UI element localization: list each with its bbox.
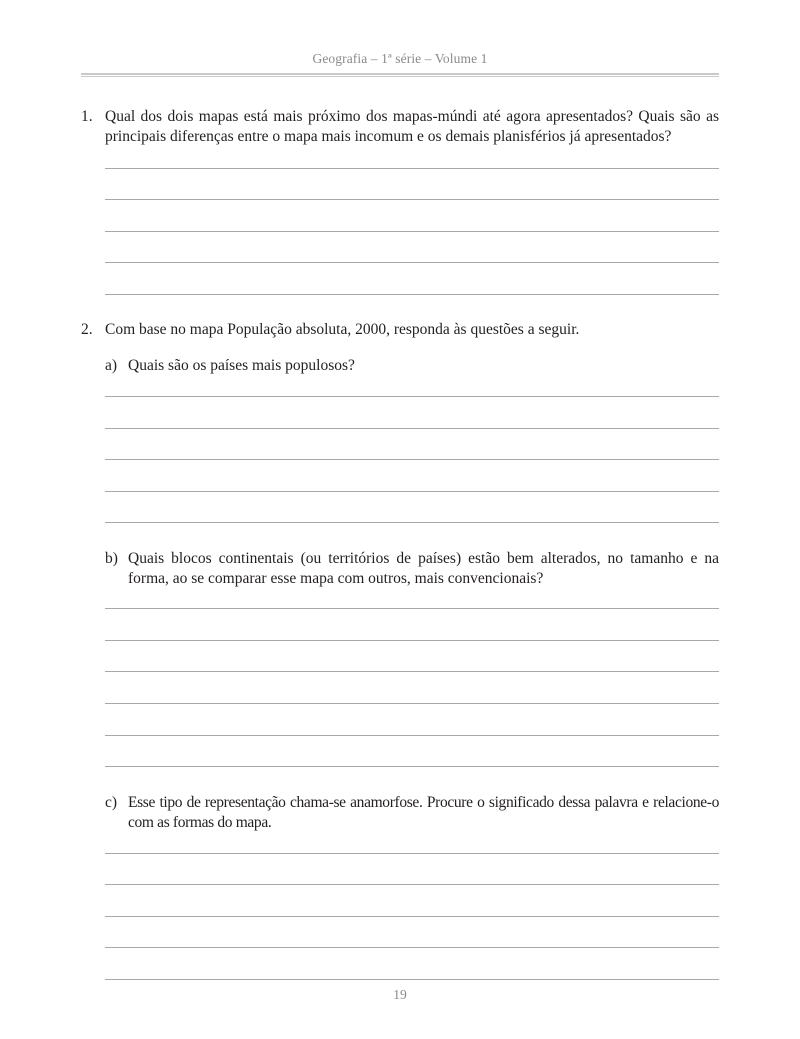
answer-line-2b-4[interactable]	[105, 703, 719, 704]
subquestion-b-label: b)	[105, 550, 118, 567]
subquestion-a-label: a)	[105, 357, 118, 374]
answer-line-2b-6[interactable]	[105, 766, 719, 767]
answer-line-2c-2[interactable]	[105, 884, 719, 885]
running-header: Geografia – 1ª série – Volume 1	[312, 51, 488, 66]
answer-line-2c-3[interactable]	[105, 916, 719, 917]
answer-line-2c-1[interactable]	[105, 853, 719, 854]
answer-line-2a-3[interactable]	[105, 459, 719, 460]
question-2-text: Com base no mapa População absoluta, 2000, responda às questões a seguir.	[105, 321, 580, 338]
answer-line-q1-3[interactable]	[105, 231, 719, 232]
answer-line-2c-5[interactable]	[105, 979, 719, 980]
answer-line-2b-2[interactable]	[105, 640, 719, 641]
answer-line-2b-3[interactable]	[105, 671, 719, 672]
subquestion-a-text: Quais são os países mais populosos?	[128, 357, 355, 374]
answer-line-q1-4[interactable]	[105, 262, 719, 263]
answer-line-2a-1[interactable]	[105, 396, 719, 397]
answer-line-2a-2[interactable]	[105, 428, 719, 429]
page-number: 19	[393, 987, 407, 1002]
question-2-number: 2.	[81, 321, 93, 338]
answer-line-2a-4[interactable]	[105, 491, 719, 492]
answer-line-2b-1[interactable]	[105, 608, 719, 609]
subquestion-c-text: Esse tipo de representação chama-se anamorfose. Procure o significado dessa palavra e relacione-o com as formas do mapa.	[128, 794, 719, 831]
answer-line-q1-1[interactable]	[105, 168, 719, 169]
subquestion-b-text: Quais blocos continentais (ou territórios de países) estão bem alterados, no tamanho e na forma, ao se comparar esse mapa com outros, mais convencionais?	[128, 550, 719, 587]
answer-line-2c-4[interactable]	[105, 947, 719, 948]
subquestion-c-label: c)	[105, 794, 118, 811]
answer-line-q1-5[interactable]	[105, 294, 719, 295]
header-divider	[81, 73, 719, 77]
answer-line-2a-5[interactable]	[105, 522, 719, 523]
answer-line-2b-5[interactable]	[105, 735, 719, 736]
answer-line-q1-2[interactable]	[105, 199, 719, 200]
question-1-number: 1.	[81, 108, 93, 125]
question-1-text: Qual dos dois mapas está mais próximo dos mapas-múndi até agora apresentados? Quais são as principais diferenças entre o mapa mais incomum e os demais planisférios já apresentados?	[105, 108, 719, 145]
